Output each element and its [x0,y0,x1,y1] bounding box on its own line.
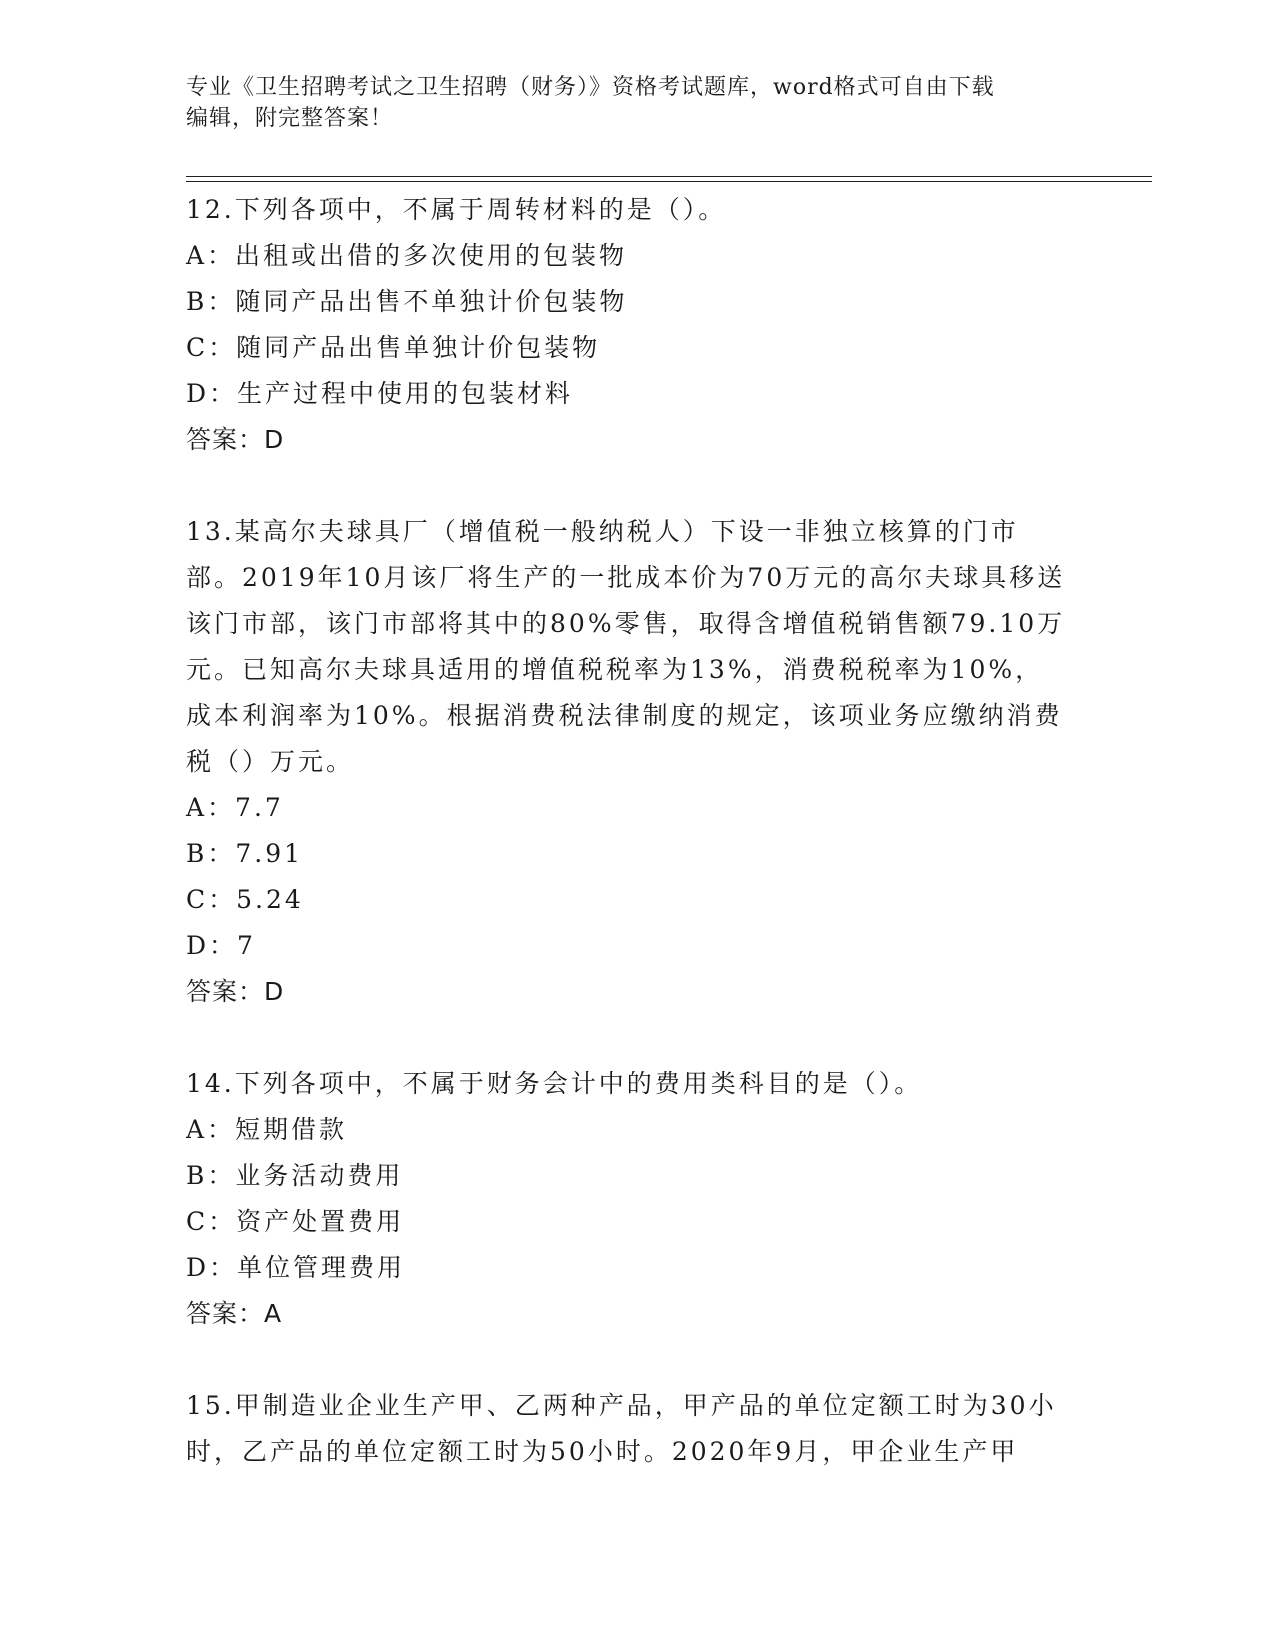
header-divider-top [186,176,1152,177]
question-list [186,187,1086,1475]
option-b: B：业务活动费用 [186,1161,404,1190]
question-stem: 13.某高尔夫球具厂（增值税一般纳税人）下设一非独立核算的门市部。2019年10月该厂将生产的一批成本价为70万元的高尔夫球具移送该门市部，该门市部将其中的80%零售，取得含增值税销售额79.10万元。已知高尔夫球具适用的增值税税率为13%，消费税税率为10%，成本利润率为10%。根据消费税法律制度的规定，该项业务应缴纳消费税（）万元。 [186,517,1066,776]
question-13 [186,509,1086,1015]
header-divider-bottom [186,181,1152,182]
option-d: D：7 [186,931,256,960]
option-d: D：生产过程中使用的包装材料 [186,379,574,408]
option-a: A：短期借款 [186,1115,348,1144]
header-line-2: 编辑，附完整答案！ [186,106,394,131]
option-b: B：7.91 [186,839,304,868]
header-line-1: 专业《卫生招聘考试之卫生招聘（财务）》资格考试题库，word格式可自由下载 [186,75,995,100]
option-c: C：随同产品出售单独计价包装物 [186,333,601,362]
option-a: A：出租或出借的多次使用的包装物 [186,241,628,270]
document-header [186,72,1086,134]
question-stem: 15.甲制造业企业生产甲、乙两种产品，甲产品的单位定额工时为30小时，乙产品的单位定额工时为50小时。2020年9月，甲企业生产甲 [186,1391,1057,1466]
option-c: C：5.24 [186,885,304,914]
option-d: D：单位管理费用 [186,1253,406,1282]
option-c: C：资产处置费用 [186,1207,405,1236]
answer-line: 答案：D [186,977,285,1006]
question-stem: 12.下列各项中，不属于周转材料的是（）。 [186,195,727,224]
question-15 [186,1383,1086,1475]
question-stem: 14.下列各项中，不属于财务会计中的费用类科目的是（）。 [186,1069,923,1098]
answer-line: 答案：D [186,425,285,454]
answer-line: 答案：A [186,1299,283,1328]
option-a: A：7.7 [186,793,284,822]
question-12 [186,187,1086,463]
question-14 [186,1061,1086,1337]
option-b: B：随同产品出售不单独计价包装物 [186,287,628,316]
